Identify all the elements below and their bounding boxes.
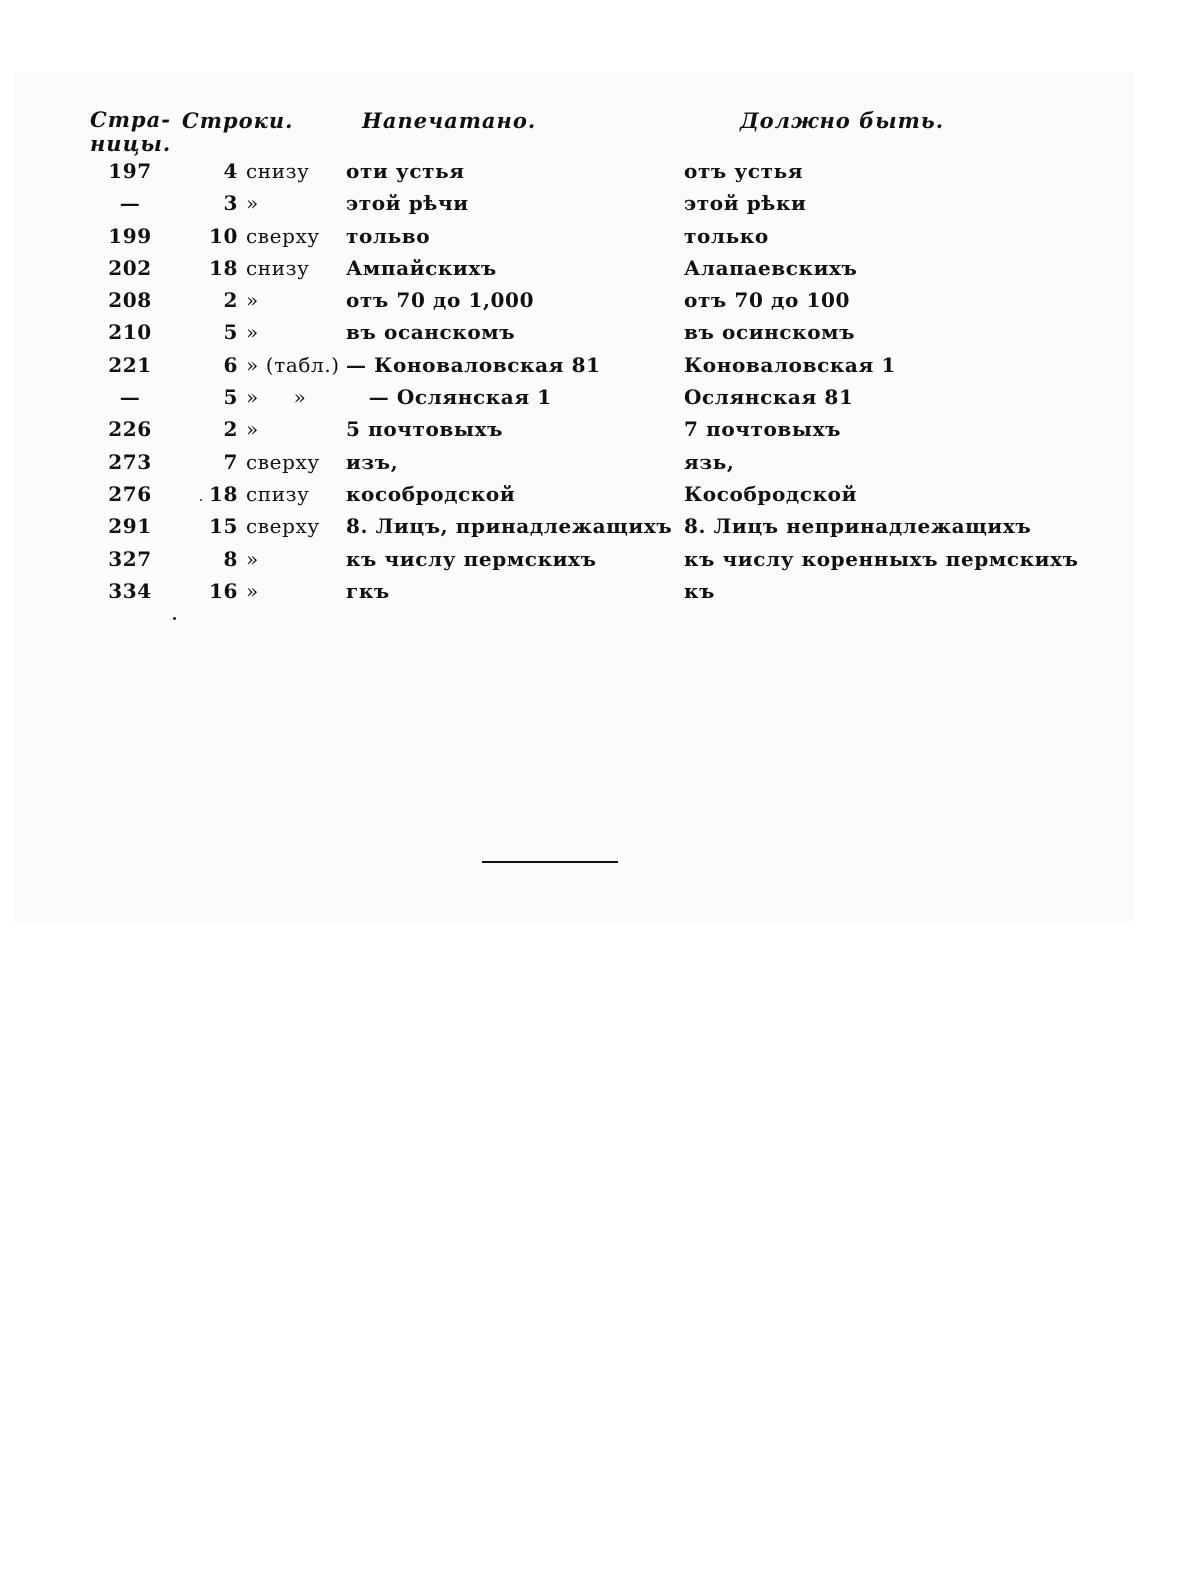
should-be-cell: язь,	[684, 449, 735, 474]
printed-cell: этой рѣчи	[346, 191, 469, 216]
page-cell: 273	[108, 449, 152, 474]
line-position-cell: » »	[246, 385, 307, 410]
should-be-cell: этой рѣки	[684, 191, 807, 216]
line-position-cell: »	[246, 578, 259, 603]
printed-cell: тольво	[346, 223, 431, 248]
line-number-cell: 16	[208, 578, 238, 603]
should-be-cell: Кособродской	[684, 481, 858, 506]
table-row	[90, 156, 1080, 188]
line-number-cell: 7	[223, 449, 238, 474]
line-position-cell: сверху	[246, 449, 320, 474]
printed-cell: оти устья	[346, 159, 465, 183]
page-cell: 221	[108, 352, 152, 377]
closing-rule	[482, 861, 618, 863]
should-be-cell: къ числу коренныхъ пермскихъ	[684, 546, 1079, 571]
printed-cell: кособродской	[346, 481, 516, 506]
should-be-cell: Коноваловская 1	[684, 352, 896, 377]
line-position-cell: »	[246, 288, 259, 313]
page-cell: 276	[108, 481, 152, 506]
table-row	[90, 317, 1080, 349]
line-position-cell: »	[246, 546, 259, 571]
line-position-cell: »	[246, 417, 259, 442]
table-row	[90, 576, 1080, 608]
line-number-cell: 6	[223, 352, 238, 377]
page-cell: 199	[108, 223, 152, 248]
should-be-cell: Ослянская 81	[684, 385, 854, 410]
line-number-cell: 15	[208, 514, 238, 539]
page-cell: 197	[108, 159, 152, 183]
page-cell: 327	[108, 546, 152, 571]
page-cell: 226	[108, 417, 152, 442]
header-lines: Строки.	[182, 108, 294, 133]
line-number-cell: 10	[208, 223, 238, 248]
printed-cell: въ осанскомъ	[346, 320, 516, 345]
line-number-cell: 3	[223, 191, 238, 216]
line-position-cell: » (табл.)	[246, 352, 340, 377]
line-number-cell: 2	[223, 288, 238, 313]
page-cell: 202	[108, 255, 152, 280]
page-cell: —	[119, 385, 141, 410]
printed-cell: изъ,	[346, 449, 399, 474]
speck	[173, 617, 176, 620]
should-be-cell: въ осинскомъ	[684, 320, 856, 345]
printed-cell: — Ослянская 1	[346, 385, 552, 410]
table-row	[90, 544, 1080, 576]
header-printed: Напечатано.	[362, 108, 537, 133]
page-cell: —	[119, 191, 141, 216]
table-row	[90, 414, 1080, 446]
should-be-cell: 7 почтовыхъ	[684, 417, 842, 442]
printed-cell: гкъ	[346, 578, 390, 603]
line-position-cell: сверху	[246, 514, 320, 539]
should-be-cell: Алапаевскихъ	[684, 255, 858, 280]
printed-cell: — Коноваловская 81	[346, 352, 601, 377]
line-number-cell: 2	[223, 417, 238, 442]
line-position-cell: спизу	[246, 481, 310, 506]
printed-cell: къ числу пермскихъ	[346, 546, 597, 571]
speck	[200, 499, 202, 501]
page-cell: 291	[108, 514, 152, 539]
line-number-cell: 5	[223, 385, 238, 410]
line-position-cell: снизу	[246, 159, 310, 183]
page-cell: 208	[108, 288, 152, 313]
line-number-cell: 8	[223, 546, 238, 571]
printed-cell: отъ 70 до 1,000	[346, 288, 535, 313]
should-be-cell: отъ 70 до 100	[684, 288, 851, 313]
table-row	[90, 253, 1080, 285]
table-row	[90, 447, 1080, 479]
line-number-cell: 18	[208, 255, 238, 280]
line-position-cell: сверху	[246, 223, 320, 248]
table-row	[90, 188, 1080, 220]
should-be-cell: отъ устья	[684, 159, 804, 183]
page-cell: 334	[108, 578, 152, 603]
line-number-cell: 5	[223, 320, 238, 345]
line-number-cell: 4	[223, 159, 238, 183]
table-row	[90, 382, 1080, 414]
line-number-cell: 18	[208, 481, 238, 506]
should-be-cell: только	[684, 223, 769, 248]
line-position-cell: снизу	[246, 255, 310, 280]
line-position-cell: »	[246, 191, 259, 216]
printed-cell: 5 почтовыхъ	[346, 417, 504, 442]
printed-cell: Ампайскихъ	[346, 255, 497, 280]
page-cell: 210	[108, 320, 152, 345]
table-row	[90, 511, 1080, 543]
table-row	[90, 479, 1080, 511]
table-row	[90, 350, 1080, 382]
table-row	[90, 285, 1080, 317]
printed-cell: 8. Лицъ, принадлежащихъ	[346, 514, 673, 539]
errata-rows	[90, 156, 1080, 608]
header-pages: Стра- ницы.	[90, 107, 172, 156]
should-be-cell: къ	[684, 578, 715, 603]
header-should-be: Должно быть.	[740, 108, 945, 133]
table-row	[90, 221, 1080, 253]
line-position-cell: »	[246, 320, 259, 345]
should-be-cell: 8. Лицъ непринадлежащихъ	[684, 514, 1032, 539]
